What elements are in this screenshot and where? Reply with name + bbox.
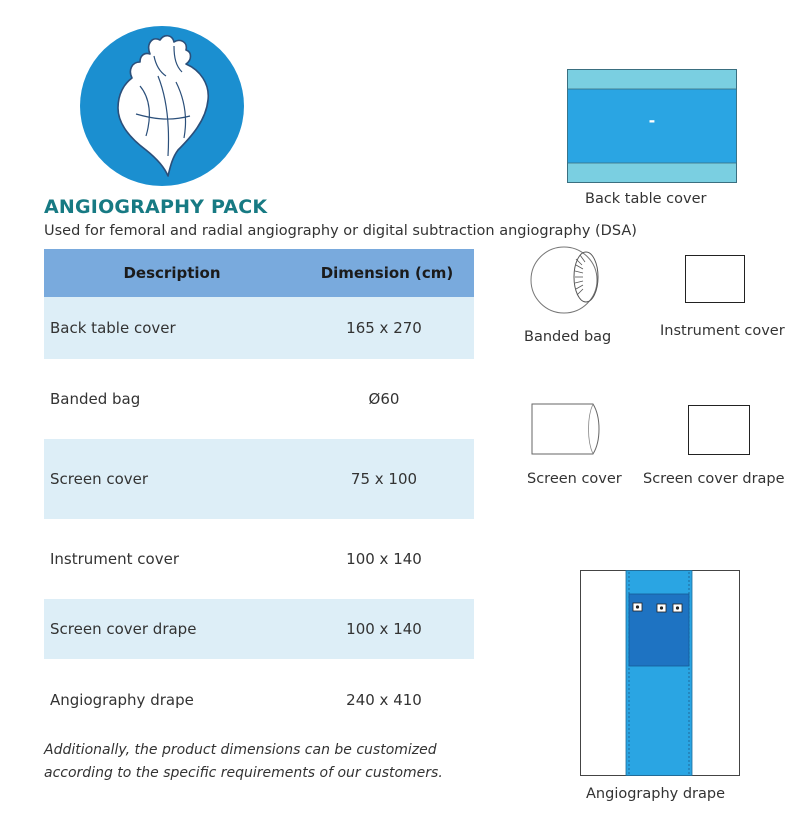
row-description: Banded bag — [50, 390, 141, 408]
instrument-cover-icon — [685, 255, 745, 303]
pack-title: ANGIOGRAPHY PACK — [44, 196, 268, 218]
banded-bag-illustration — [530, 245, 604, 315]
screen-cover-caption: Screen cover — [527, 471, 622, 487]
row-description: Instrument cover — [50, 550, 179, 568]
table-row — [44, 297, 474, 359]
back-table-mark: - — [648, 111, 656, 130]
table-row — [44, 519, 474, 599]
note-line-2: according to the specific requirements of our customers. — [44, 765, 443, 781]
row-dimension: 75 x 100 — [350, 470, 418, 488]
heart-logo — [80, 26, 244, 186]
customization-note — [44, 739, 484, 785]
row-description: Angiography drape — [50, 691, 194, 709]
pack-subtitle: Used for femoral and radial angiography or digital subtraction angiography (DSA) — [44, 223, 637, 239]
row-dimension: 165 x 270 — [346, 319, 422, 337]
row-dimension: 240 x 410 — [346, 691, 422, 709]
screen-cover-drape-icon — [688, 405, 750, 455]
heart-icon — [80, 26, 244, 186]
column-header-dimension: Dimension (cm) — [320, 264, 454, 282]
angiography-drape-illustration — [580, 570, 740, 776]
screen-cover-drape-caption: Screen cover drape — [643, 471, 785, 487]
instrument-cover-caption: Instrument cover — [660, 323, 785, 339]
row-dimension: 100 x 140 — [346, 620, 422, 638]
banded-bag-icon — [530, 245, 604, 315]
row-description: Back table cover — [50, 319, 176, 337]
note-line-1: Additionally, the product dimensions can be customized — [44, 742, 437, 758]
banded-bag-caption: Banded bag — [524, 329, 612, 345]
screen-cover-icon — [531, 403, 601, 455]
table-row — [44, 439, 474, 519]
row-description: Screen cover — [50, 470, 149, 488]
row-description: Screen cover drape — [50, 620, 197, 638]
row-dimension: 100 x 140 — [346, 550, 422, 568]
table-row — [44, 659, 474, 741]
column-header-description: Description — [123, 264, 221, 282]
table-header — [44, 249, 474, 297]
table-row — [44, 599, 474, 659]
angiography-drape-icon — [580, 570, 740, 776]
back-table-cover-caption: Back table cover — [585, 191, 707, 207]
row-dimension: Ø60 — [368, 390, 400, 408]
dimension-table — [44, 249, 474, 741]
angiography-drape-caption: Angiography drape — [586, 786, 726, 802]
screen-cover-illustration — [531, 403, 601, 455]
table-row — [44, 359, 474, 439]
back-table-cover-illustration — [567, 69, 737, 183]
